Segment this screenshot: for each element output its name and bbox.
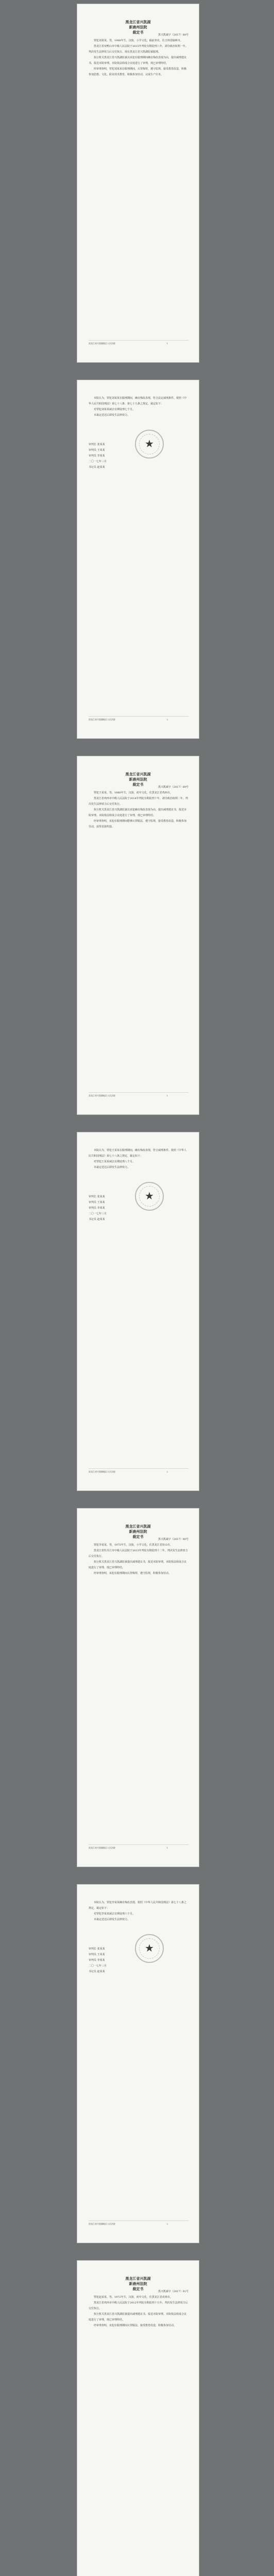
- paragraph: 执行机关黑龙江省兴凯湖监狱以该犯在服刑期间确有悔改表现为由，提出减刑建议书，报送本院审理。本院依法组成合议庭进行了审理，现已审理终结。: [89, 56, 187, 65]
- paragraph: 黑龙江省牡丹江市中级人民法院于2013年判处有期徒刑十二年。判决发生法律效力后交付执行。: [89, 1549, 188, 1558]
- court-name: 黑龙江省兴凯湖: [125, 2276, 151, 2281]
- document-page: [77, 1132, 199, 1490]
- paragraph: 黑龙江省双鸭山市中级人民法院于2015年判处有期徒刑八年，剥夺政治权利一年。判决发生法律效力后交付执行。现在黑龙江省兴凯湖监狱服刑。: [89, 45, 188, 54]
- document-page: [77, 1885, 199, 2243]
- page-number: 2: [166, 1470, 168, 1473]
- document-body: [89, 38, 189, 78]
- case-number: 黑兴凯减字（2017）90号: [158, 1538, 189, 1541]
- document-page: [77, 380, 199, 738]
- paragraph: 本裁定送达后即发生法律效力。: [94, 1166, 130, 1169]
- document-page: [77, 4, 199, 362]
- paragraph: 本院认为，罪犯王某某在服刑期间，确有悔改表现，符合减刑条件。依照《中华人民共和国刑法》第七十八条之规定，裁定如下：: [89, 1149, 187, 1158]
- page-footer: [89, 1844, 189, 1850]
- document-type: 裁定书: [132, 1534, 144, 1539]
- case-number: 黑兴凯减字（2017）89号: [158, 786, 189, 789]
- signature-line: 审判员 李某某: [89, 1207, 105, 1210]
- document-type: 裁定书: [132, 782, 144, 787]
- court-name-line2: 新鹿州法院: [129, 2281, 147, 2286]
- document-body: [89, 396, 189, 418]
- document-body: [89, 1148, 189, 1171]
- footer-text: 黑龙江省兴凯湖地区人民法院: [89, 342, 115, 345]
- star-icon: ★: [145, 1190, 154, 1202]
- signature-line: 审判长 张某某: [89, 1947, 105, 1951]
- document-type: 裁定书: [132, 30, 144, 35]
- page-number: 1: [166, 342, 168, 345]
- page-number: 2: [166, 718, 168, 721]
- paragraph: 对罪犯刘某某减去有期徒刑七个月。: [94, 408, 135, 411]
- footer-text: 黑龙江省兴凯湖地区人民法院: [89, 1846, 115, 1849]
- page-footer: [89, 340, 189, 345]
- footer-text: 黑龙江省兴凯湖地区人民法院: [89, 1094, 115, 1097]
- court-name-line2: 新鹿州法院: [129, 25, 147, 29]
- document-body: [89, 2295, 189, 2329]
- court-seal: [135, 1934, 164, 1963]
- paragraph: 本院认为，罪犯刘某某在服刑期间，确有悔改表现，符合法定减刑条件。依照《中华人民共和国刑法》第七十八条、第七十九条之规定，裁定如下：: [89, 397, 187, 405]
- court-name-line2: 新鹿州法院: [129, 1529, 147, 1534]
- paragraph: 本院认为，罪犯李某某确有悔改表现，依照《中华人民共和国刑法》第七十八条之规定，裁定如下：: [89, 1901, 187, 1910]
- document-page: [77, 1509, 199, 1867]
- paragraph: 黑龙江省鸡西市中级人民法院于2014年判处有期徒刑十年，剥夺政治权利二年。判决发生法律效力后交付执行。: [89, 797, 188, 806]
- signature-line: 审判员 王某某: [89, 449, 105, 452]
- paragraph: 执行机关黑龙江省兴凯湖监狱提出减刑建议书，报送本院审理。本院依法组成合议庭进行了审理，现已审理终结。: [89, 2313, 187, 2321]
- court-name: 黑龙江省兴凯湖: [125, 1524, 151, 1529]
- signature-line: 二〇一七年三月: [89, 460, 107, 463]
- footer-text: 黑龙江省兴凯湖地区人民法院: [89, 718, 115, 721]
- paragraph: 罪犯王某某，男，1980年生，汉族，初中文化，住黑龙江省鸡西市。: [94, 791, 173, 794]
- document-body: [89, 1900, 189, 1923]
- paragraph: 经审理查明，该犯在服刑期间认罪服法，接受教育改造，积极参加劳动。: [94, 2324, 177, 2327]
- paragraph: 本裁定送达后即发生法律效力。: [94, 414, 130, 417]
- document-page: [77, 756, 199, 1114]
- star-icon: ★: [145, 1942, 154, 1954]
- paragraph: 对罪犯王某某减去有期徒刑八个月。: [94, 1160, 135, 1163]
- document-body: [89, 1543, 189, 1577]
- document-page: [77, 2261, 199, 2576]
- page-number: 1: [166, 1846, 168, 1849]
- court-name: 黑龙江省兴凯湖: [125, 772, 151, 776]
- signature-line: 书记员 赵某某: [89, 1970, 105, 1973]
- star-icon: ★: [145, 437, 154, 450]
- court-seal: [135, 1182, 164, 1211]
- paragraph: 本裁定送达后即发生法律效力。: [94, 1918, 130, 1921]
- court-name: 黑龙江省兴凯湖: [125, 20, 151, 24]
- case-number: 黑兴凯减字（2017）91号: [158, 2290, 189, 2293]
- footer-text: 黑龙江省兴凯湖地区人民法院: [89, 1470, 115, 1473]
- case-number: 黑兴凯减字（2017）88号: [158, 33, 189, 37]
- paragraph: 经审理查明，该犯在服刑期间认罪悔罪，遵守监规，积极参加劳动。: [94, 1572, 172, 1575]
- signature-line: 审判员 王某某: [89, 1201, 105, 1204]
- page-footer: [89, 1092, 189, 1097]
- page-number: 2: [166, 2223, 168, 2225]
- paragraph: 执行机关黑龙江省兴凯湖监狱提出减刑建议书，报送本院审理。本院依法组成合议庭进行了审理，现已审理终结。: [89, 1561, 187, 1569]
- page-footer: [89, 1468, 189, 1473]
- paragraph: 执行机关黑龙江省兴凯湖监狱以该犯确有悔改表现为由，提出减刑建议书，报送本院审理。本院依法组成合议庭进行了审理，现已审理终结。: [89, 808, 187, 817]
- paragraph: 黑龙江省鸡西市中级人民法院于2012年判处有期徒刑十五年。判决发生法律效力后交付执行。: [89, 2301, 188, 2310]
- signature-line: 审判长 张某某: [89, 443, 105, 446]
- page-footer: [89, 716, 189, 721]
- signature-line: 二〇一七年三月: [89, 1212, 107, 1215]
- paragraph: 经审理查明，罪犯刘某某在服刑期间，认罪悔罪，遵守监规，接受教育改造，积极参加思想、文化、职业技术教育，积极参加劳动，完成生产任务。: [89, 67, 187, 76]
- signature-line: 审判长 张某某: [89, 1195, 105, 1198]
- page-number: 1: [166, 1094, 168, 1097]
- paragraph: 经审理查明，该犯在服刑期间能够认罪服法，遵守监规，接受教育改造，积极参加劳动，获得表扬奖励。: [89, 820, 187, 828]
- paragraph: 罪犯赵某某，男，1972年生，汉族，初中文化，住黑龙江省虎林市。: [94, 2296, 173, 2299]
- signature-line: 二〇一七年三月: [89, 1964, 107, 1968]
- signature-line: 审判员 李某某: [89, 1959, 105, 1962]
- page-footer: [89, 2221, 189, 2226]
- paragraph: 对罪犯李某某减去有期徒刑六个月。: [94, 1912, 135, 1916]
- signature-line: 审判员 李某某: [89, 454, 105, 457]
- paragraph: 罪犯李某某，男，1975年生，汉族，小学文化，住黑龙江省密山市。: [94, 1544, 173, 1547]
- court-seal: [135, 430, 164, 459]
- document-type: 裁定书: [132, 2286, 144, 2291]
- signature-line: 书记员 赵某某: [89, 466, 105, 469]
- document-body: [89, 790, 189, 830]
- footer-text: 黑龙江省兴凯湖地区人民法院: [89, 2223, 115, 2225]
- paragraph: 罪犯刘某某，男，1968年生，汉族，小学文化，捕前务农，住吉林省榆树市。: [94, 39, 183, 42]
- court-name-line2: 新鹿州法院: [129, 777, 147, 782]
- signature-line: 审判员 王某某: [89, 1953, 105, 1956]
- signature-line: 书记员 赵某某: [89, 1218, 105, 1221]
